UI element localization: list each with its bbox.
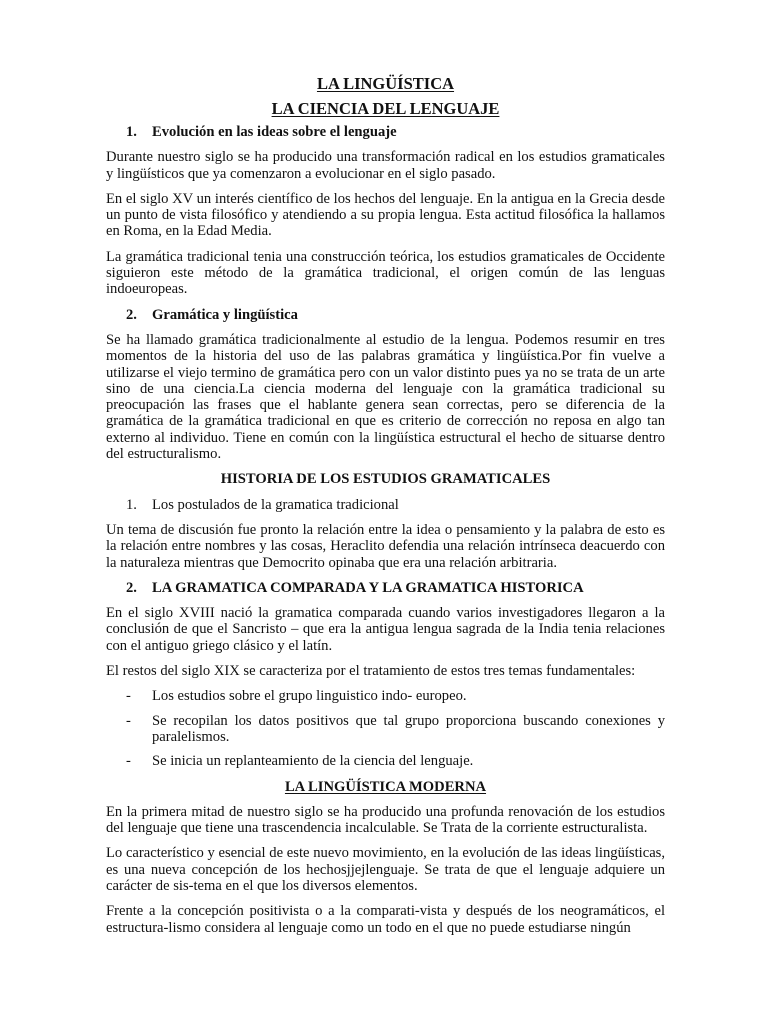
paragraph: Frente a la concepción positivista o a la comparati-vista y después de los neogramáticos, el estructura-lismo considera al lenguaje como un todo en el que no puede estudiarse ningún [106,903,665,936]
document-subtitle: LA CIENCIA DEL LENGUAJE [271,99,500,118]
section-number: 2. [126,579,137,596]
list-item-text: Se recopilan los datos positivos que tal grupo proporciona buscando conexiones y paralelismos. [152,712,665,745]
bullet-marker: - [126,712,131,729]
paragraph: El restos del siglo XIX se caracteriza por el tratamiento de estos tres temas fundamentales: [106,663,636,680]
list-item-text: Los estudios sobre el grupo linguistico indo- europeo. [152,688,467,705]
list-item-text: Se inicia un replanteamiento de la ciencia del lenguaje. [152,753,474,770]
paragraph: Durante nuestro siglo se ha producido una transformación radical en los estudios gramaticales y lingüísticos que ya comenzaron a evolucionar en el siglo pasado. [106,149,665,182]
paragraph: Lo característico y esencial de este nuevo movimiento, en la evolución de las ideas lingüísticas, es una nueva concepción de los hechosjjejlenguaje. Se trata de que el lenguaje adquiere un carácter de sis-tema en el que los diversos elementos. [106,845,665,894]
paragraph: Se ha llamado gramática tradicionalmente al estudio de la lengua. Podemos resumir en tres momentos de la historia del uso de las palabras gramática y lingüística.Por fin vuelve a utilizarse el viejo termino de gramática pero con un valor distinto pues ya no se trata de un arte sino de una ciencia.La ciencia moderna del lenguaje con la gramática tradicional su preocupación las frases que el hablante genera sean correctas, pero se diferencia de la gramática de la gramática tradicional en que es criterio de corrección no reposa en algo tan externo al individuo. Tiene en común con la lingüística estructural el hecho de situarse dentro del estructuralismo. [106,331,665,463]
section-heading-text: Evolución en las ideas sobre el lenguaje [152,124,397,140]
section-heading-text: LA GRAMATICA COMPARADA Y LA GRAMATICA HISTORICA [152,579,584,596]
subsection-heading-comparada [106,580,665,596]
paragraph: La gramática tradicional tenia una construcción teórica, los estudios gramaticales de Occidente siguieron este método de la gramática tradicional, el origen común de las lenguas indoeuropeas. [106,248,665,298]
paragraph: Un tema de discusión fue pronto la relación entre la idea o pensamiento y la palabra de esto es la relación entre nombres y las cosas, Heraclito defendia una relación intrínseca deacuerdo con la naturaleza mientras que Democrito opinaba que era una relación arbitraria. [106,521,665,571]
history-heading: HISTORIA DE LOS ESTUDIOS GRAMATICALES [220,471,551,488]
paragraph: En la primera mitad de nuestro siglo se ha producido una profunda renovación de los estudios del lenguaje que tiene una trascendencia incalculable. Se Trata de la corriente estructuralista. [106,803,665,837]
section-heading-gramatica [106,307,665,323]
paragraph: En el siglo XVIII nació la gramatica comparada cuando varios investigadores llegaron a la conclusión de que el Sancristo – que era la antigua lengua sagrada de la India tenia relaciones con el antiguo griego clásico y el latín. [106,605,665,654]
section-number: 1. [126,496,137,513]
section-heading-evolucion [106,124,665,140]
list-item [106,713,665,746]
document-title: LA LINGÜÍSTICA [316,74,455,93]
bullet-marker: - [126,753,131,770]
section-heading-text: Gramática y lingüística [152,306,298,323]
list-item [106,753,665,769]
bullet-list [106,688,665,769]
bullet-marker: - [126,688,131,705]
paragraph: En el siglo XV un interés científico de los hechos del lenguaje. En la antigua en la Grecia desde un punto de vista filosófico y atendiendo a su propia lengua. Esta actitud filosófica la hallamos en Roma, en la Edad Media. [106,190,665,240]
modern-heading: LA LINGÜÍSTICA MODERNA [284,778,487,795]
section-number: 1. [126,124,137,140]
section-number: 2. [126,306,137,323]
subsection-heading-postulados [106,497,665,513]
section-heading-text: Los postulados de la gramatica tradicional [152,496,399,513]
list-item [106,688,665,704]
